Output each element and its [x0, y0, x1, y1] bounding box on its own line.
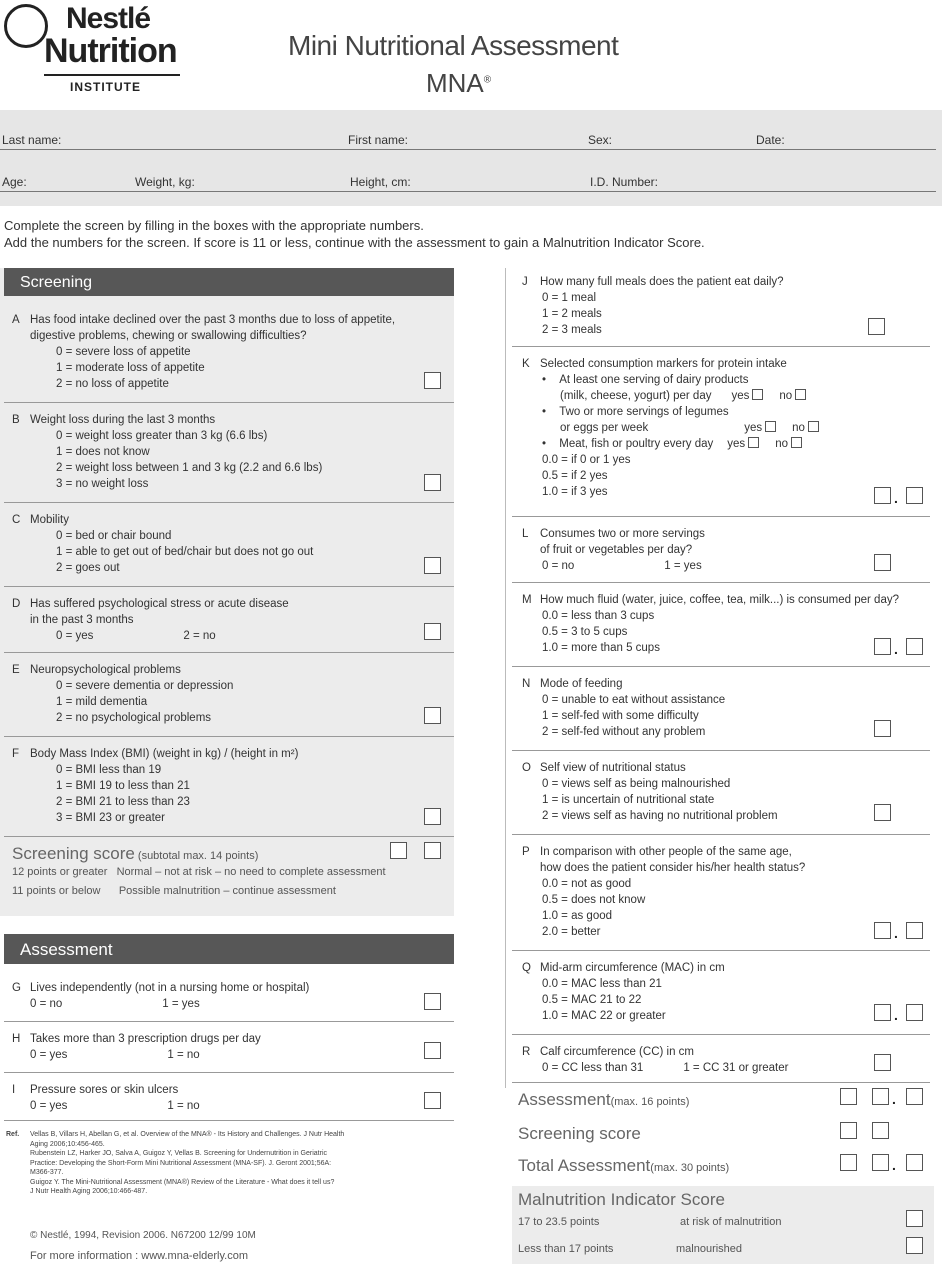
- copyright: © Nestlé, 1994, Revision 2006. N67200 12/99 10M: [30, 1230, 256, 1241]
- answer-box-o[interactable]: [874, 804, 891, 821]
- page-title: Mini Nutritional Assessment: [288, 30, 619, 61]
- answer-box-l[interactable]: [874, 554, 891, 571]
- intro-line1: Complete the screen by filling in the boxes with the appropriate numbers.: [4, 218, 424, 233]
- answer-box-e[interactable]: [424, 707, 441, 724]
- total-box-2[interactable]: [872, 1154, 889, 1171]
- question-e: E Neuropsychological problems 0 = severe dementia or depression 1 = mild dementia 2 = no psychological problems: [12, 664, 234, 724]
- first-name-label: First name:: [348, 133, 409, 147]
- question-j: J How many full meals does the patient eat daily? 0 = 1 meal 1 = 2 meals 2 = 3 meals: [522, 276, 784, 336]
- more-info-link[interactable]: For more information : www.mna-elderly.com: [30, 1250, 249, 1262]
- intro-line2: Add the numbers for the screen. If score is 11 or less, continue with the assessment to gain a Malnutrition Indicator Score.: [4, 235, 705, 250]
- logo-line2: Nutrition: [44, 32, 177, 70]
- nestle-logo: [4, 4, 184, 96]
- mis-box-malnourished[interactable]: [906, 1237, 923, 1254]
- question-r: R Calf circumference (CC) in cm 0 = CC less than 31 1 = CC 31 or greater: [522, 1046, 789, 1074]
- mis-box-risk[interactable]: [906, 1210, 923, 1227]
- question-n: N Mode of feeding 0 = unable to eat without assistance 1 = self-fed with some difficulty 2 = self-fed without any problem: [522, 678, 726, 738]
- question-h: H Takes more than 3 prescription drugs per day 0 = yes 1 = no: [12, 1033, 261, 1061]
- assessment-score-title: Assessment(max. 16 points): [518, 1090, 690, 1109]
- mis-label-malnourished: malnourished: [676, 1243, 743, 1255]
- question-p: P In comparison with other people of the same age, how does the patient consider his/her health status? 0.0 = not as good 0.5 = does not know 1.0 = as good 2.0 = better: [522, 846, 806, 938]
- screening-result-malnutrition: 11 points or below Possible malnutrition – continue assessment: [12, 885, 336, 897]
- date-label: Date:: [756, 133, 785, 147]
- weight-label: Weight, kg:: [135, 175, 195, 189]
- screening-summary-box-1[interactable]: [840, 1122, 857, 1139]
- assessment-header: Assessment: [4, 934, 454, 964]
- screening-score-title: Screening score (subtotal max. 14 points): [12, 844, 259, 863]
- question-f: F Body Mass Index (BMI) (weight in kg) / (height in m²) 0 = BMI less than 19 1 = BMI 19 to less than 21 2 = BMI 21 to less than 23 3 = BMI 23 or greater: [12, 748, 299, 824]
- page-subtitle: MNA®: [426, 68, 492, 98]
- answer-box-g[interactable]: [424, 993, 441, 1010]
- logo-line1: Nestlé: [66, 2, 151, 35]
- total-box-3[interactable]: [906, 1154, 923, 1171]
- total-box-1[interactable]: [840, 1154, 857, 1171]
- assessment-score-box-1[interactable]: [840, 1088, 857, 1105]
- screening-score-summary: Screening score: [518, 1124, 641, 1143]
- answer-box-m-1[interactable]: [874, 638, 891, 655]
- answer-box-i[interactable]: [424, 1092, 441, 1109]
- mis-label-risk: at risk of malnutrition: [680, 1216, 782, 1228]
- answer-box-m-2[interactable]: [906, 638, 923, 655]
- answer-box-p-1[interactable]: [874, 922, 891, 939]
- answer-box-q-2[interactable]: [906, 1004, 923, 1021]
- question-d: D Has suffered psychological stress or acute disease in the past 3 months 0 = yes 2 = no: [12, 598, 289, 642]
- total-assessment-title: Total Assessment(max. 30 points): [518, 1156, 730, 1175]
- question-c: C Mobility 0 = bed or chair bound 1 = able to get out of bed/chair but does not go out 2 = goes out: [12, 514, 314, 574]
- nest-bird-icon: [4, 4, 48, 48]
- question-m: M How much fluid (water, juice, coffee, tea, milk...) is consumed per day? 0.0 = less than 3 cups 0.5 = 3 to 5 cups 1.0 = more than 5 cups: [522, 594, 899, 654]
- question-k: K Selected consumption markers for protein intake • At least one serving of dairy products (milk, cheese, yogurt) per day yes no • Two or more servings of legumes or eggs per week yes no • Meat, fish or poultry every day yes no 0.0 = if 0 or 1 yes 0.5 = if 2 yes 1.0 = if 3 yes: [540, 356, 819, 500]
- question-a: A Has food intake declined over the past 3 months due to loss of appetite, digestive problems, chewing or swallowing difficulties? 0 = severe loss of appetite 1 = moderate loss of appetite 2 = no loss of appetite: [12, 314, 396, 390]
- logo-line3: INSTITUTE: [70, 80, 141, 94]
- question-i: I Pressure sores or skin ulcers 0 = yes 1 = no: [12, 1084, 200, 1112]
- question-o: O Self view of nutritional status 0 = views self as being malnourished 1 = is uncertain of nutritional state 2 = views self as having no nutritional problem: [522, 762, 778, 822]
- id-number-label: I.D. Number:: [590, 175, 659, 189]
- question-q: Q Mid-arm circumference (MAC) in cm 0.0 = MAC less than 21 0.5 = MAC 21 to 22 1.0 = MAC 22 or greater: [522, 962, 725, 1022]
- answer-box-j[interactable]: [868, 318, 885, 335]
- question-b: B Weight loss during the last 3 months 0 = weight loss greater than 3 kg (6.6 lbs) 1 = does not know 2 = weight loss between 1 and 3 kg (2.2 and 6.6 lbs) 3 = no weight loss: [12, 414, 323, 490]
- answer-box-p-2[interactable]: [906, 922, 923, 939]
- age-label: Age:: [2, 175, 27, 189]
- answer-box-b[interactable]: [424, 474, 441, 491]
- answer-box-r[interactable]: [874, 1054, 891, 1071]
- screening-score-box-1[interactable]: [390, 842, 407, 859]
- answer-box-f[interactable]: [424, 808, 441, 825]
- assessment-score-box-2[interactable]: [872, 1088, 889, 1105]
- sex-label: Sex:: [588, 133, 613, 147]
- answer-box-k-1[interactable]: [874, 487, 891, 504]
- screening-summary-box-2[interactable]: [872, 1122, 889, 1139]
- question-g: G Lives independently (not in a nursing home or hospital) 0 = no 1 = yes: [12, 982, 310, 1010]
- answer-box-n[interactable]: [874, 720, 891, 737]
- screening-header: Screening: [4, 268, 454, 296]
- screening-result-normal: 12 points or greater Normal – not at risk – no need to complete assessment: [12, 866, 386, 878]
- assessment-score-box-3[interactable]: [906, 1088, 923, 1105]
- answer-box-c[interactable]: [424, 557, 441, 574]
- malnutrition-indicator-title: Malnutrition Indicator Score: [518, 1190, 725, 1209]
- question-l: L Consumes two or more servings of fruit or vegetables per day? 0 = no 1 = yes: [522, 528, 705, 572]
- answer-box-h[interactable]: [424, 1042, 441, 1059]
- answer-box-d[interactable]: [424, 623, 441, 640]
- answer-box-q-1[interactable]: [874, 1004, 891, 1021]
- height-label: Height, cm:: [350, 175, 411, 189]
- last-name-label: Last name:: [2, 133, 62, 147]
- mis-range-risk: 17 to 23.5 points: [518, 1216, 600, 1228]
- answer-box-a[interactable]: [424, 372, 441, 389]
- mis-range-malnourished: Less than 17 points: [518, 1243, 614, 1255]
- answer-box-k-2[interactable]: [906, 487, 923, 504]
- screening-score-box-2[interactable]: [424, 842, 441, 859]
- references: Ref. Vellas B, Villars H, Abellan G, et al. Overview of the MNA® - Its History and Challenges. J Nutr Health Aging 2006;10:456-465. Rubenstein LZ, Harker JO, Salva A, Guigoz Y, Vellas B. Screening for Undernutrition in Geriatric Practice: Developing the Short-Form Mini Nutritional Assessment (MNA-SF). J. Geront 2001;56A: M366-377. Guigoz Y. The Mini-Nutritional Assessment (MNA®) Review of the Literature - What does it tell us? J Nutr Health Aging 2006;10:466-487.: [6, 1131, 345, 1195]
